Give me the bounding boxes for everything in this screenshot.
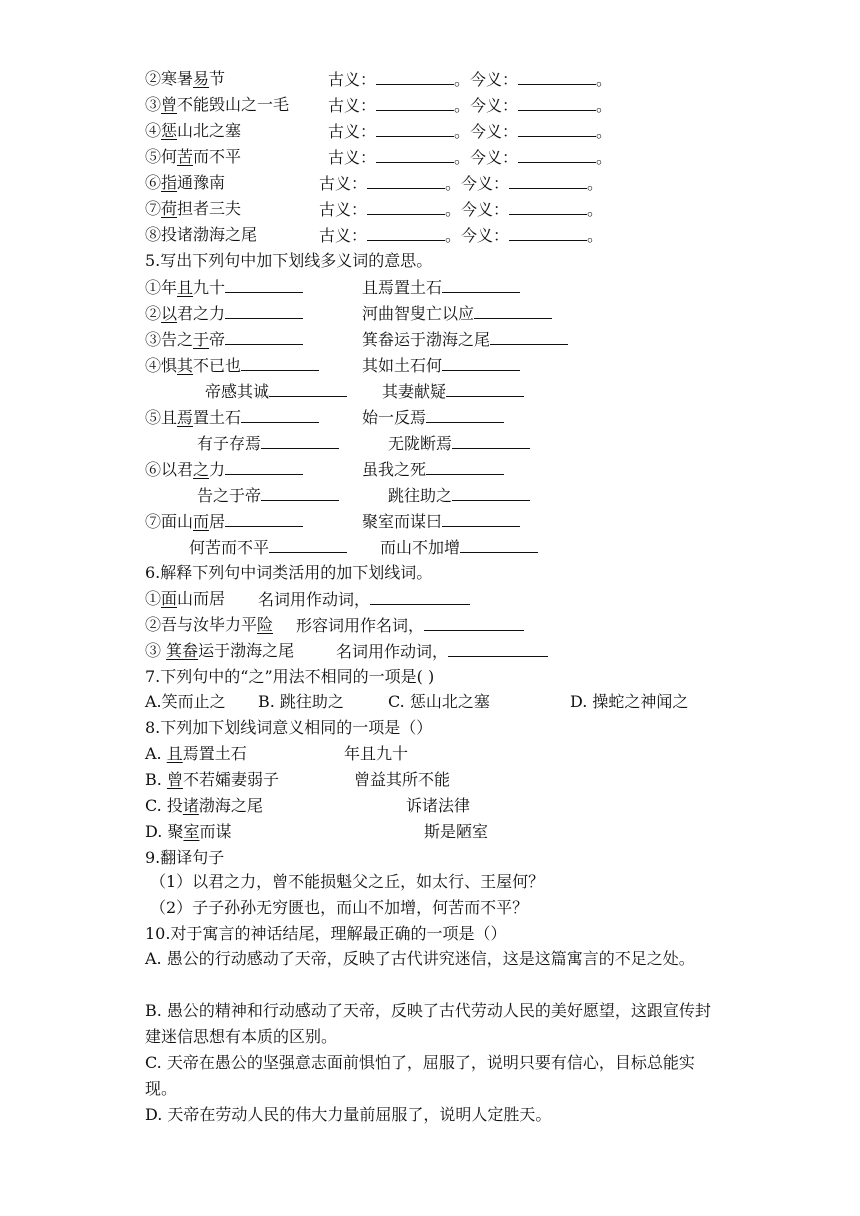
answer-blank[interactable] (225, 277, 303, 293)
q5-item: ⑦面山而居 (145, 511, 303, 532)
question-6-title: 6.解释下列句中词类活用的加下划线词。 (145, 563, 433, 582)
vocab-meaning: 古义： 。今义： 。 (328, 148, 613, 167)
q5-item: 且焉置土石 (362, 277, 520, 298)
question-8-title: 8.下列加下划线词意义相同的一项是（） (145, 718, 433, 737)
q6-item: ②吾与汝毕力平险 (145, 615, 274, 634)
q5-item: 聚室而谋曰 (362, 511, 520, 532)
answer-blank[interactable] (241, 407, 319, 423)
q5-item: 告之于帝 (197, 485, 339, 506)
q6-label: 形容词用作名词， (296, 615, 524, 636)
vocab-meaning: 古义： 。今义： 。 (319, 174, 604, 193)
answer-blank[interactable] (518, 121, 596, 137)
answer-blank[interactable] (370, 589, 470, 605)
q8-option-d-pair: 斯是陋室 (424, 822, 489, 841)
answer-blank[interactable] (518, 147, 596, 163)
answer-blank[interactable] (269, 537, 347, 553)
q5-item: 虽我之死 (362, 459, 504, 480)
q10-option-c[interactable]: C. 天帝在愚公的坚强意志面前惧怕了，屈服了，说明只要有信心，目标总能实现。 (145, 1053, 695, 1098)
answer-blank[interactable] (261, 485, 339, 501)
answer-blank[interactable] (376, 69, 454, 85)
answer-blank[interactable] (376, 147, 454, 163)
answer-blank[interactable] (367, 173, 445, 189)
q6-item: ③ 箕畚运于渤海之尾 (145, 641, 295, 660)
q8-option-c[interactable]: C. 投诸渤海之尾 (145, 796, 263, 815)
q6-label: 名词用作动词， (336, 641, 548, 662)
answer-blank[interactable] (376, 95, 454, 111)
q5-item: ⑥以君之力 (145, 459, 303, 480)
vocab-meaning: 古义： 。今义： 。 (319, 200, 604, 219)
answer-blank[interactable] (460, 537, 538, 553)
q5-item: 无陇断焉 (388, 433, 530, 454)
question-9-title: 9.翻译句子 (145, 848, 225, 867)
q5-item: 其如土石何 (362, 355, 520, 376)
q6-item: ①面山而居 (145, 589, 226, 608)
q10-option-a[interactable]: A. 愚公的行动感动了天帝，反映了古代讲究迷信，这是这篇寓言的不足之处。 (145, 949, 695, 968)
q6-label: 名词用作动词， (258, 589, 470, 610)
answer-blank[interactable] (446, 381, 524, 397)
answer-blank[interactable] (376, 121, 454, 137)
q8-option-c-pair: 诉诸法律 (406, 796, 471, 815)
vocab-meaning: 古义： 。今义： 。 (328, 122, 613, 141)
answer-blank[interactable] (241, 355, 319, 371)
answer-blank[interactable] (225, 303, 303, 319)
answer-blank[interactable] (509, 225, 587, 241)
q7-option-c[interactable]: C. 惩山北之塞 (388, 692, 490, 711)
vocab-item: ②寒暑易节 (145, 69, 226, 88)
vocab-item: ⑥指通豫南 (145, 173, 226, 192)
vocab-meaning: 古义： 。今义： 。 (328, 96, 613, 115)
vocab-meaning: 古义： 。今义： 。 (319, 226, 604, 245)
answer-blank[interactable] (509, 199, 587, 215)
q8-option-a[interactable]: A. 且焉置土石 (145, 744, 247, 763)
vocab-item: ⑦荷担者三夫 (145, 199, 242, 218)
answer-blank[interactable] (442, 277, 520, 293)
q5-item: 河曲智叟亡以应 (362, 303, 552, 324)
q7-option-a[interactable]: A.笑而止之 (145, 692, 226, 711)
q5-item: 跳往助之 (388, 485, 530, 506)
answer-blank[interactable] (509, 173, 587, 189)
q5-item: 有子存焉 (197, 433, 339, 454)
q5-item: ③告之于帝 (145, 329, 303, 350)
q5-item: 而山不加增 (380, 537, 538, 558)
answer-blank[interactable] (225, 511, 303, 527)
q5-item: 箕畚运于渤海之尾 (362, 329, 568, 350)
q9-item-1: （1）以君之力，曾不能损魁父之丘，如太行、王屋何？ (150, 872, 545, 891)
answer-blank[interactable] (448, 641, 548, 657)
answer-blank[interactable] (426, 407, 504, 423)
q7-option-d[interactable]: D. 操蛇之神闻之 (570, 692, 689, 711)
answer-blank[interactable] (424, 615, 524, 631)
vocab-item: ⑤何苦而不平 (145, 147, 242, 166)
q5-item: ⑤且焉置土石 (145, 407, 319, 428)
answer-blank[interactable] (452, 485, 530, 501)
answer-blank[interactable] (367, 199, 445, 215)
q8-option-a-pair: 年且九十 (344, 744, 409, 763)
answer-blank[interactable] (442, 511, 520, 527)
q5-item: 其妻献疑 (382, 381, 524, 402)
answer-blank[interactable] (518, 95, 596, 111)
answer-blank[interactable] (426, 459, 504, 475)
answer-blank[interactable] (225, 329, 303, 345)
q7-option-b[interactable]: B. 跳往助之 (258, 692, 344, 711)
answer-blank[interactable] (225, 459, 303, 475)
question-7-title: 7.下列句中的“之”用法不相同的一项是( ) (145, 667, 435, 686)
answer-blank[interactable] (367, 225, 445, 241)
vocab-item: ⑧投诸渤海之尾 (145, 225, 258, 244)
q10-option-d[interactable]: D. 天帝在劳动人民的伟大力量前屈服了，说明人定胜天。 (145, 1105, 552, 1124)
q9-item-2: （2）子子孙孙无穷匮也，而山不加增，何苦而不平？ (150, 898, 529, 917)
q5-item: ①年且九十 (145, 277, 303, 298)
question-10-title: 10.对于寓言的神话结尾，理解最正确的一项是（） (145, 924, 507, 943)
q8-option-b-pair: 曾益其所不能 (354, 770, 451, 789)
q5-item: 帝感其诚 (205, 381, 347, 402)
answer-blank[interactable] (261, 433, 339, 449)
answer-blank[interactable] (474, 303, 552, 319)
answer-blank[interactable] (452, 433, 530, 449)
question-5-title: 5.写出下列句中加下划线多义词的意思。 (145, 251, 433, 270)
vocab-item: ④惩山北之塞 (145, 121, 242, 140)
answer-blank[interactable] (518, 69, 596, 85)
answer-blank[interactable] (269, 381, 347, 397)
q5-item: ④惧其不已也 (145, 355, 319, 376)
vocab-item: ③曾不能毁山之一毛 (145, 95, 290, 114)
answer-blank[interactable] (490, 329, 568, 345)
q5-item: 始一反焉 (362, 407, 504, 428)
vocab-meaning: 古义： 。今义： 。 (328, 70, 613, 89)
q8-option-d[interactable]: D. 聚室而谋 (145, 822, 232, 841)
q5-item: 何苦而不平 (189, 537, 347, 558)
q8-option-b[interactable]: B. 曾不若孀妻弱子 (145, 770, 279, 789)
answer-blank[interactable] (442, 355, 520, 371)
q5-item: ②以君之力 (145, 303, 303, 324)
q10-option-b[interactable]: B. 愚公的精神和行动感动了天帝，反映了古代劳动人民的美好愿望，这跟宣传封建迷信思想有本质的区别。 (145, 1001, 711, 1046)
